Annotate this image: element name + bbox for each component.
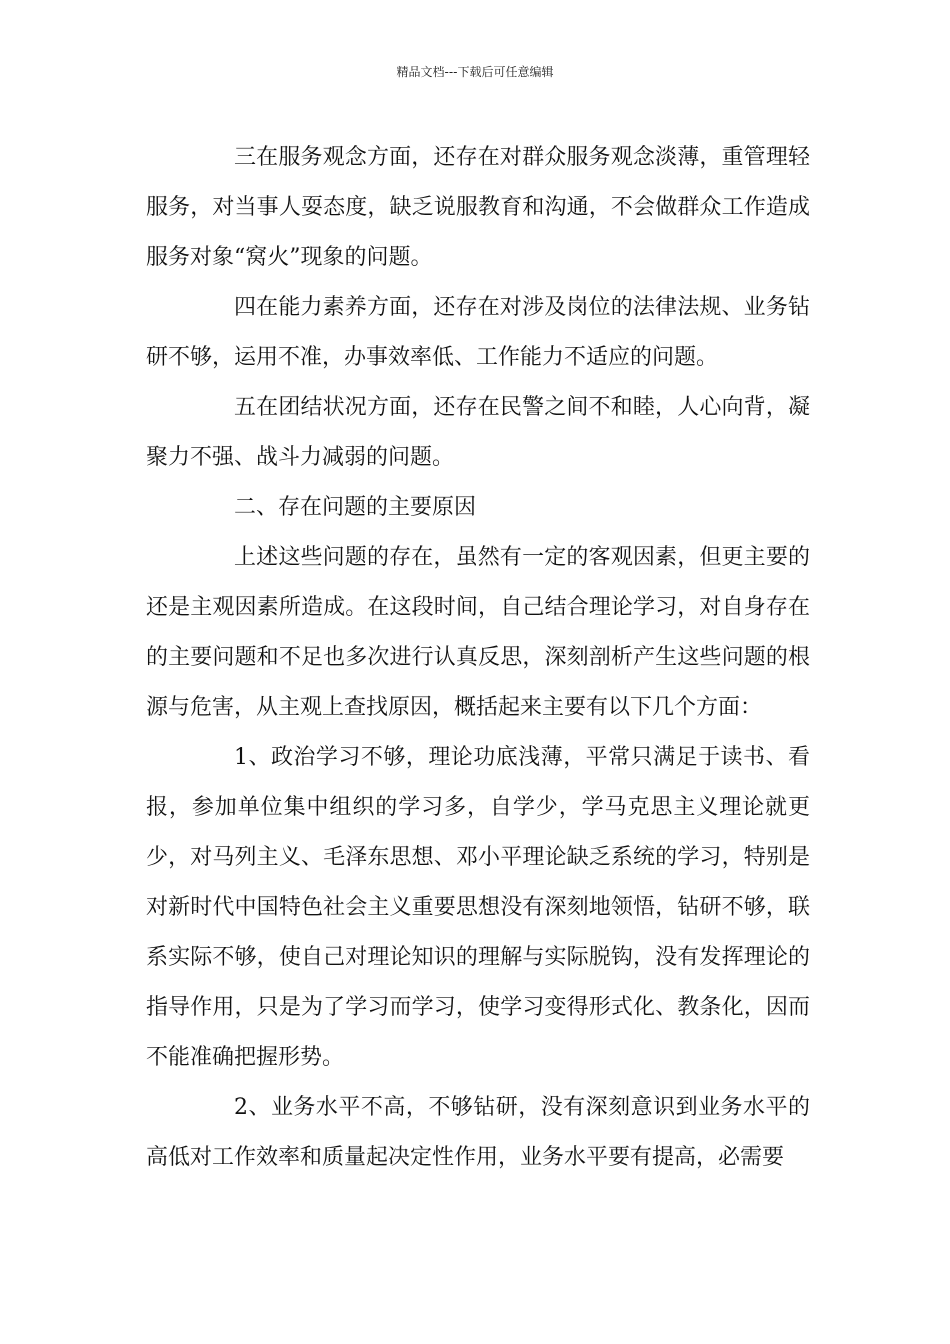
paragraph-cause-2: 2、业务水平不高，不够钻研，没有深刻意识到业务水平的高低对工作效率和质量起决定性作用，业务水平要有提高，必需要 [146, 1095, 810, 1170]
paragraph-service-concept: 三在服务观念方面，还存在对群众服务观念淡薄，重管理轻服务，对当事人耍态度，缺乏说服教育和沟通，不会做群众工作造成服务对象“窝火”现象的问题。 [146, 145, 810, 270]
document-body [146, 133, 810, 1183]
page-header: 精品文档---下载后可任意编辑 [396, 65, 554, 79]
section-heading-causes: 二、存在问题的主要原因 [234, 495, 477, 520]
paragraph-ability: 四在能力素养方面，还存在对涉及岗位的法律法规、业务钻研不够，运用不准，办事效率低、工作能力不适应的问题。 [146, 295, 810, 370]
paragraph-causes-intro: 上述这些问题的存在，虽然有一定的客观因素，但更主要的还是主观因素所造成。在这段时间，自己结合理论学习，对自身存在的主要问题和不足也多次进行认真反思，深刻剖析产生这些问题的根源与危害，从主观上查找原因，概括起来主要有以下几个方面： [146, 545, 810, 720]
paragraph-unity: 五在团结状况方面，还存在民警之间不和睦，人心向背，凝聚力不强、战斗力减弱的问题。 [146, 395, 810, 470]
paragraph-cause-1: 1、政治学习不够，理论功底浅薄，平常只满足于读书、看报，参加单位集中组织的学习多，自学少，学马克思主义理论就更少，对马列主义、毛泽东思想、邓小平理论缺乏系统的学习，特别是对新时代中国特色社会主义重要思想没有深刻地领悟，钻研不够，联系实际不够，使自己对理论知识的理解与实际脱钩，没有发挥理论的指导作用，只是为了学习而学习，使学习变得形式化、教条化，因而不能准确把握形势。 [146, 745, 810, 1070]
